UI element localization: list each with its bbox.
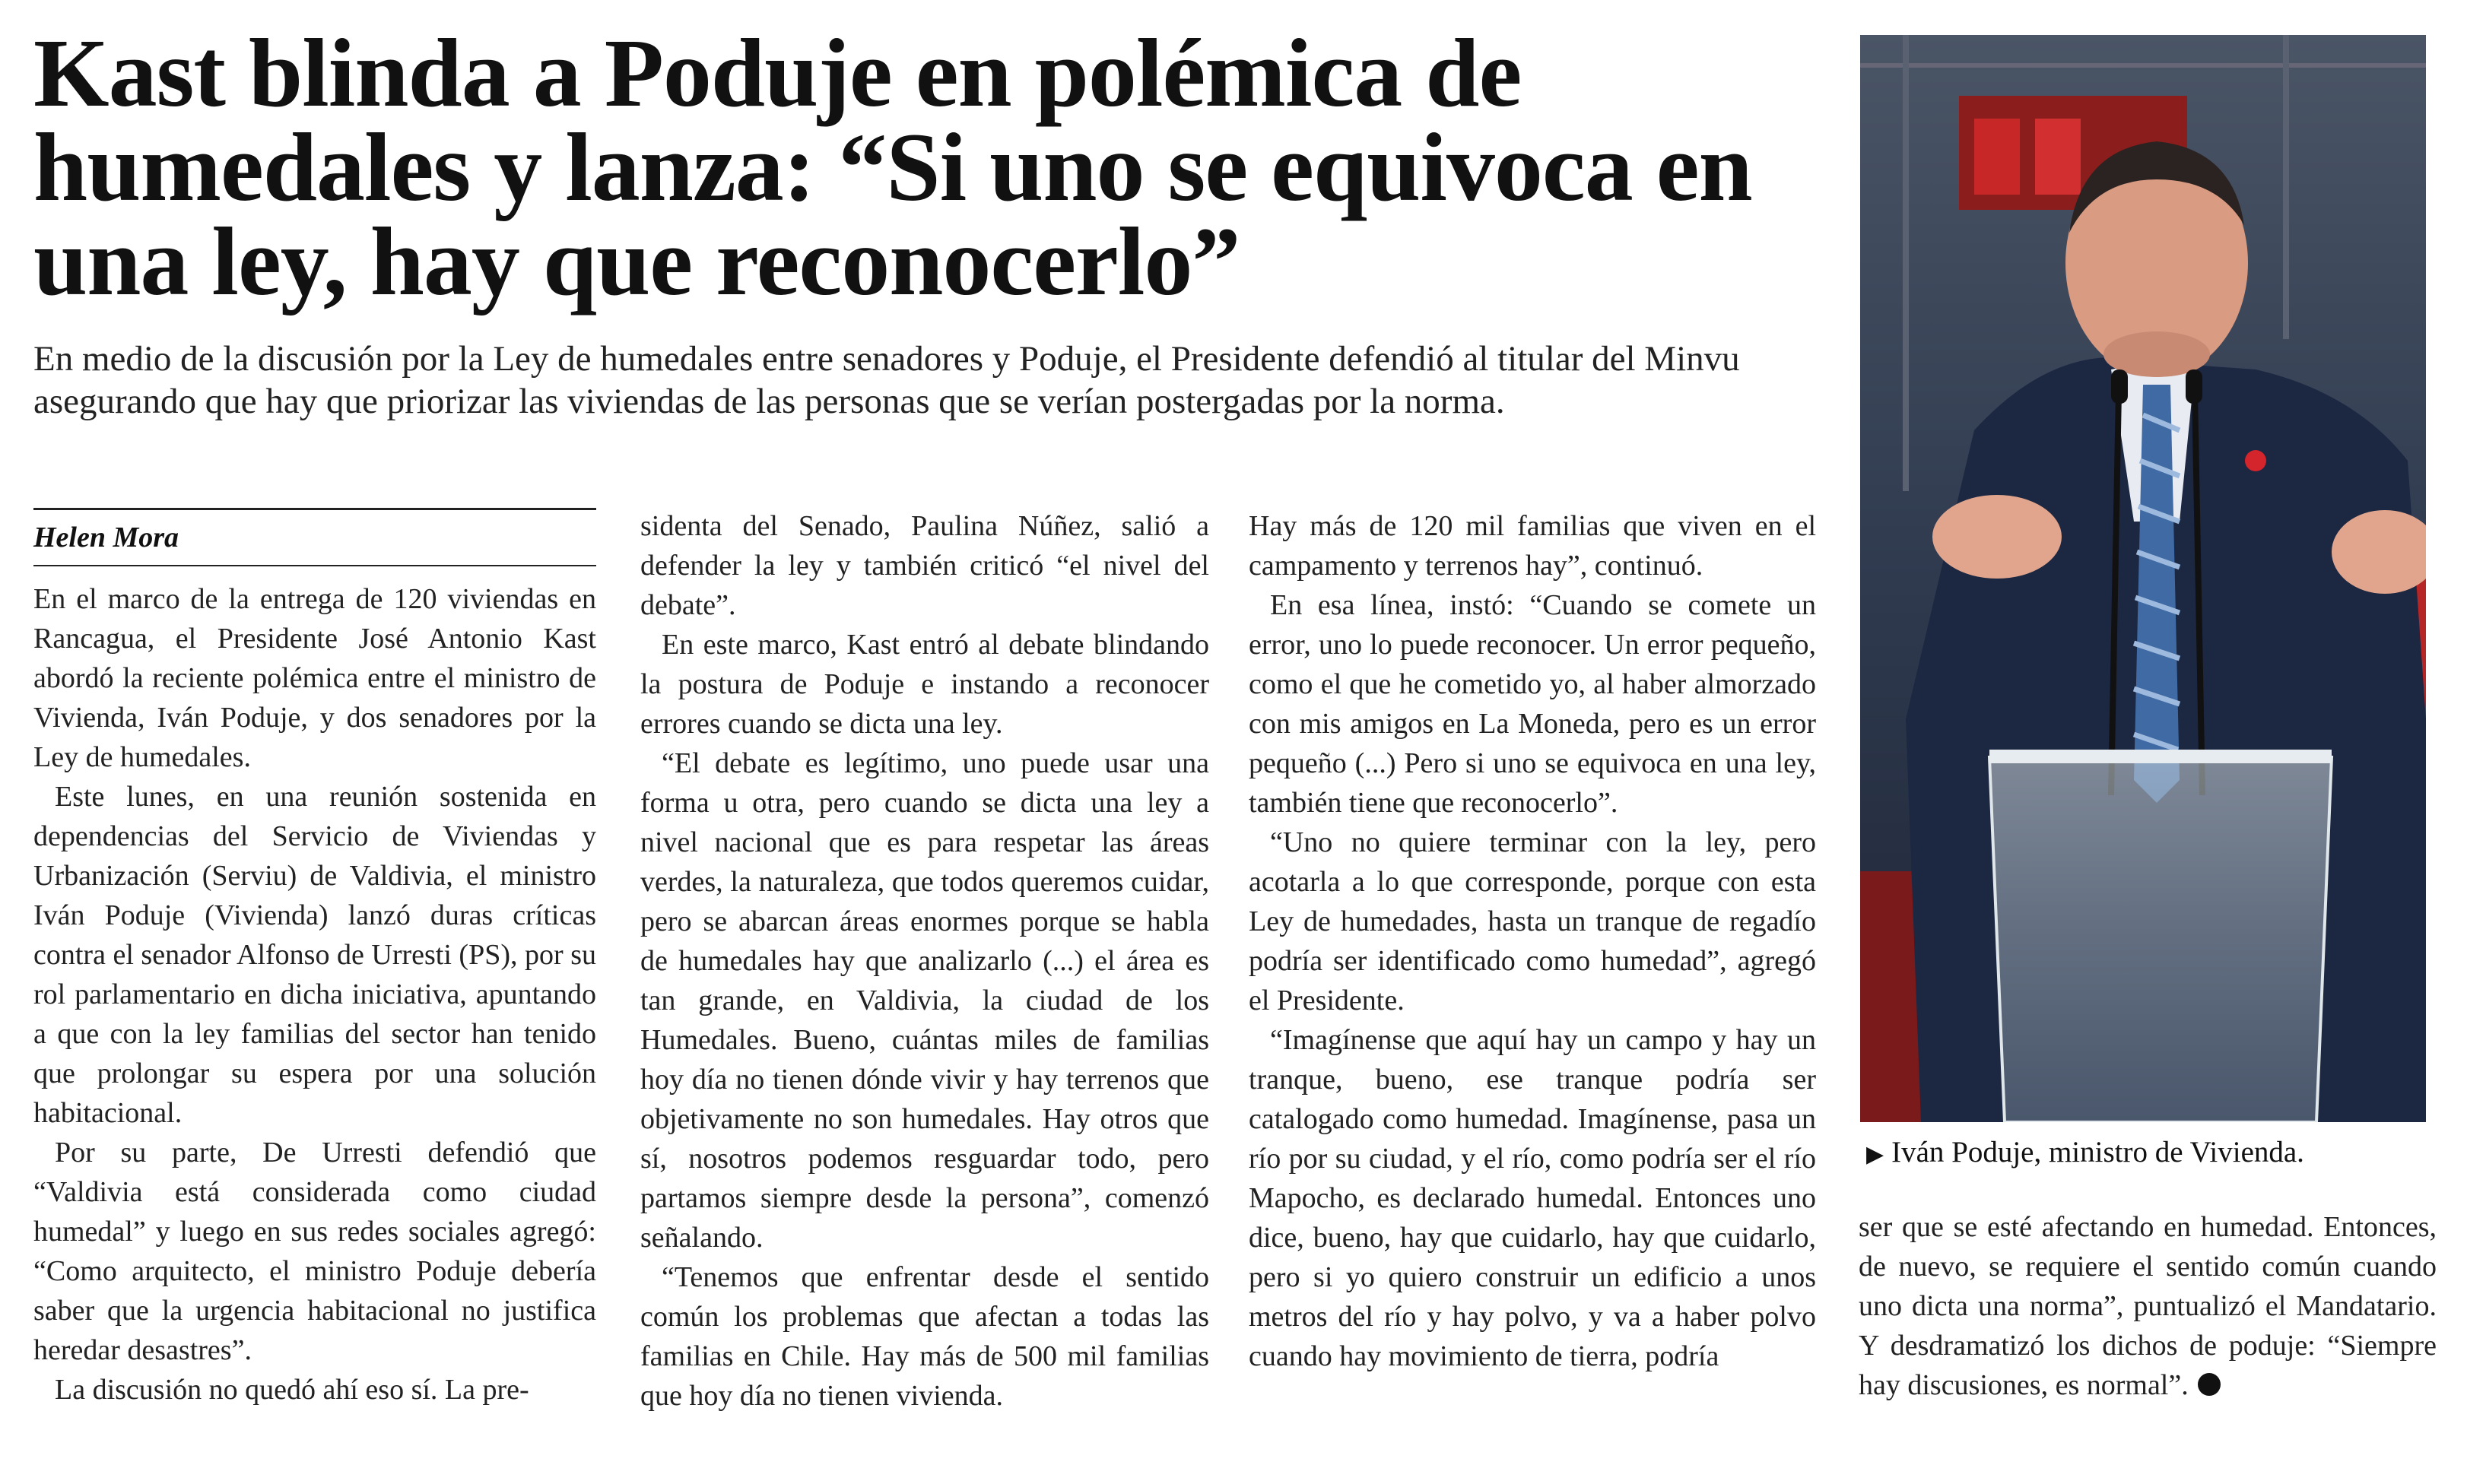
triangle-right-icon: ▶ (1866, 1142, 1884, 1167)
paragraph: Por su parte, De Urresti defendió que “Valdivia está considerada como ciudad humedal” y luego en sus redes sociales agregó: “Como arquitecto, el ministro Poduje debería saber que la urgencia habitacional no justifica heredar desastres”. (33, 1137, 596, 1366)
paragraph: En esa línea, instó: “Cuando se comete un error, uno lo puede reconocer. Un error pequeño, como el que he cometido yo, al haber almorzado con mis amigos en La Moneda, pero es un error pequeño (...) Pero si uno se equivoca en una ley, también tiene que reconocerlo”. (1249, 589, 1816, 819)
paragraph: “Imagínense que aquí hay un campo y hay un tranque, bueno, ese tranque podría ser catalogado como humedad. Imagínense, pasa un río por su ciudad, y el río, como podría ser el río Mapocho, es declarado humedal. Entonces uno dice, bueno, hay que cuidarlo, hay que cuidarlo, pero si yo quiero construir un edificio a unos metros del río y hay polvo, y va a haber polvo cuando hay movimiento de tierra, podría (1249, 1024, 1816, 1372)
article-column-1 (33, 579, 596, 1409)
byline: Helen Mora (33, 522, 179, 553)
article-column-4 (1859, 1207, 2437, 1405)
paragraph: “El debate es legítimo, uno puede usar una forma u otra, pero cuando se dicta una ley a nivel nacional que es para respetar las áreas verdes, la naturaleza, que todos queremos cuidar, pero se abarcan áreas enormes porque se habla de humedales hay que analizarlo (...) el área es tan grande, en Valdivia, la ciudad de los Humedales. Bueno, cuántas miles de familias hoy día no tienen dónde vivir y hay terrenos que objetivamente no son humedales. Hay otros que sí, nosotros podemos resguardar todo, pero partamos siempre desde la persona”, comenzó señalando. (640, 747, 1209, 1254)
paragraph-text: ser que se esté afectando en humedad. Entonces, de nuevo, se requiere el sentido común cuando uno dicta una norma”, puntualizó el Mandatario. Y desdramatizó los dichos de poduje: “Siempre hay discusiones, es normal”. (1859, 1211, 2437, 1401)
paragraph: En este marco, Kast entró al debate blindando la postura de Poduje e instando a reconocer errores cuando se dicta una ley. (640, 629, 1209, 740)
photo-illustration (1860, 35, 2426, 1122)
article-column-3 (1249, 506, 1816, 1376)
paragraph: sidenta del Senado, Paulina Núñez, salió a defender la ley y también criticó “el nivel del debate”. (640, 510, 1209, 621)
paragraph: Este lunes, en una reunión sostenida en dependencias del Servicio de Viviendas y Urbanización (Serviu) de Valdivia, el ministro Iván Poduje (Vivienda) lanzó duras críticas contra el senador Alfonso de Urresti (PS), por su rol parlamentario en dicha iniciativa, apuntando a que con la ley familias del sector han tenido que prolongar su espera por una solución habitacional. (33, 781, 596, 1129)
byline-box (33, 508, 596, 566)
article-column-2 (640, 506, 1209, 1416)
filled-circle-icon (2198, 1373, 2221, 1396)
paragraph: La discusión no quedó ahí eso sí. La pre- (55, 1374, 529, 1406)
caption-text: Iván Poduje, ministro de Vivienda. (1891, 1136, 2304, 1168)
photo-caption (1866, 1133, 2444, 1175)
paragraph: “Tenemos que enfrentar desde el sentido común los problemas que afectan a todas las familias en Chile. Hay más de 500 mil familias que hoy día no tienen vivienda. (640, 1261, 1209, 1412)
paragraph: “Uno no quiere terminar con la ley, pero acotarla a lo que corresponde, porque con esta Ley de humedades, hasta un tranque de regadío podría ser identificado como humedad”, agregó el Presidente. (1249, 826, 1816, 1016)
headline: Kast blinda a Poduje en polémica de humedales y lanza: “Si uno se equivoca en una ley, hay que reconocerlo” (33, 19, 1752, 316)
photo-ivan-poduje (1860, 35, 2426, 1122)
paragraph: En el marco de la entrega de 120 viviendas en Rancagua, el Presidente José Antonio Kast abordó la reciente polémica entre el ministro de Vivienda, Iván Poduje, y dos senadores por la Ley de humedales. (33, 583, 596, 773)
deck-subtitle: En medio de la discusión por la Ley de humedales entre senadores y Poduje, el Presidente defendió al titular del Minvu asegurando que hay que priorizar las viviendas de las personas que se verían postergadas por la norma. (33, 339, 1740, 421)
paragraph: Hay más de 120 mil familias que viven en el campamento y terrenos hay”, continuó. (1249, 510, 1816, 582)
paragraph (1859, 1207, 2437, 1405)
